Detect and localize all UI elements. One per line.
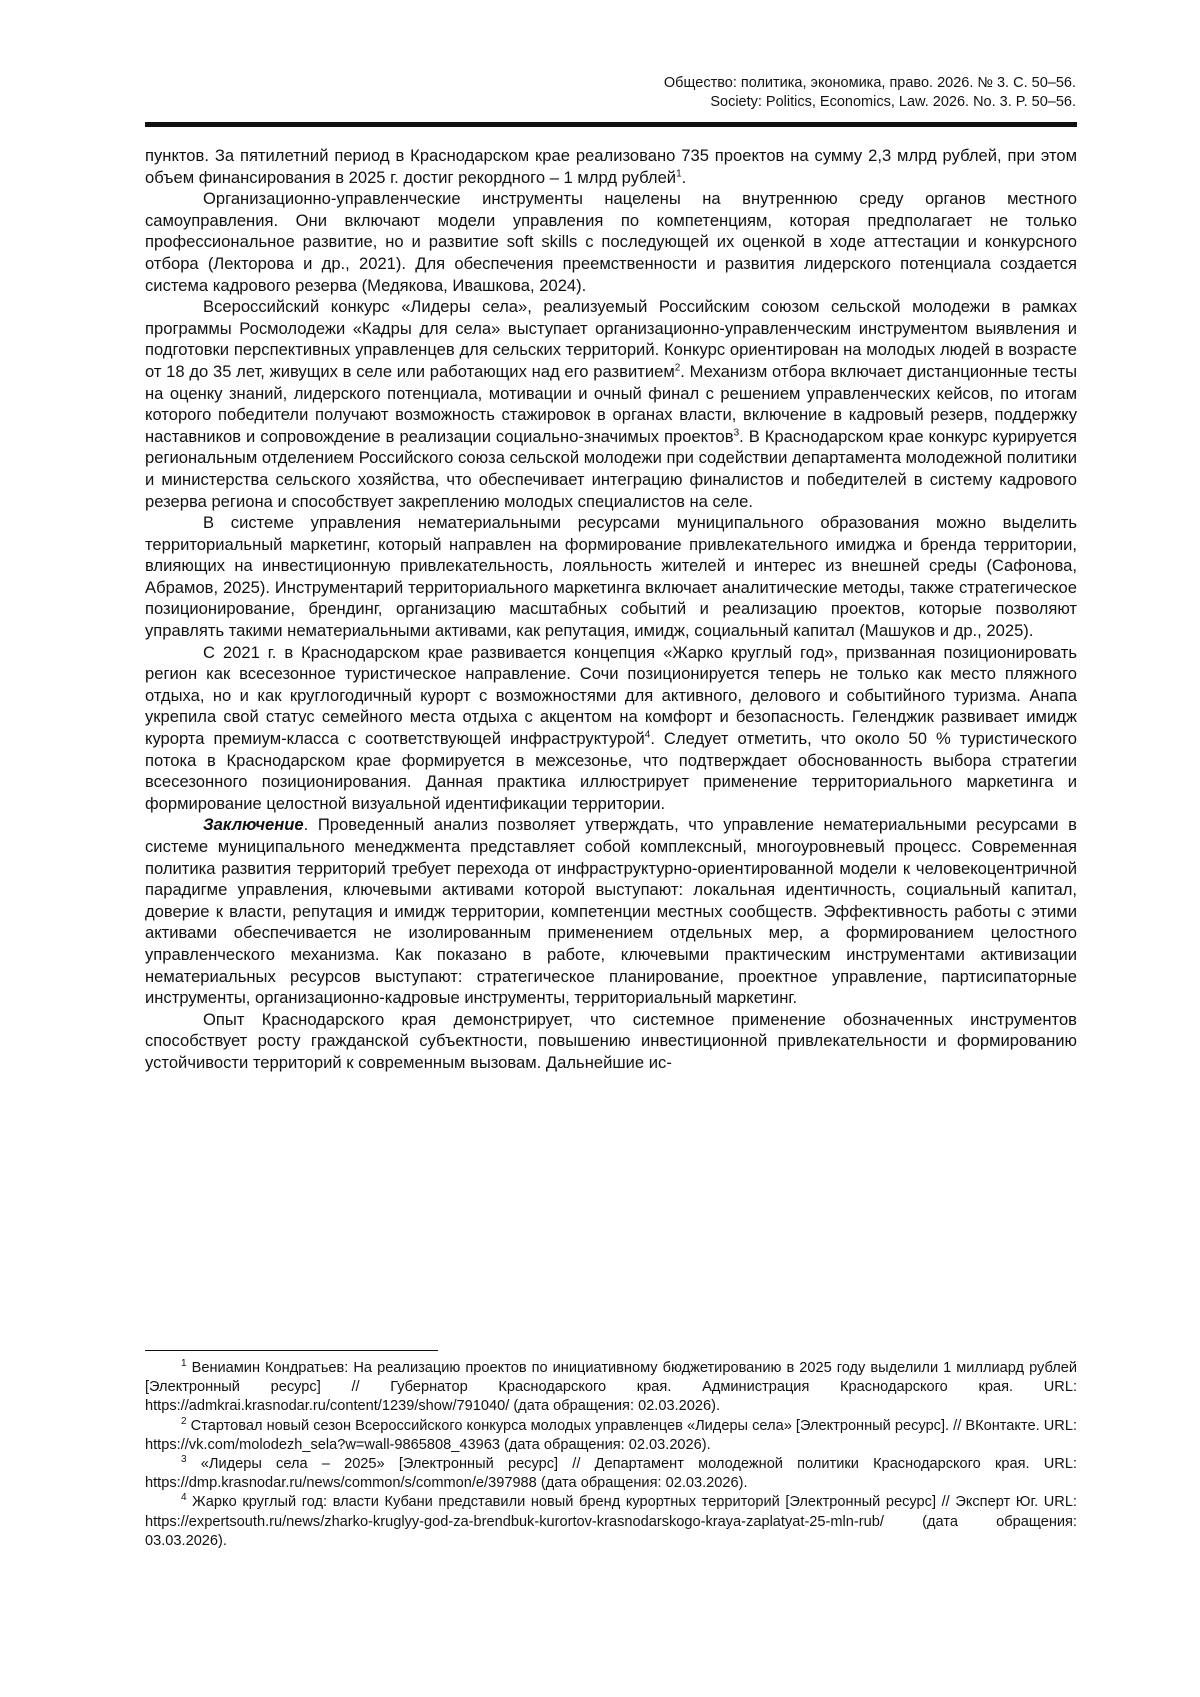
footnote-number: 3 xyxy=(181,1454,187,1466)
footnote-3: $^3$ «Лидеры села – 2025» [Электронный ресурс] // Департамент молодежной политики Краснодарского края. URL: https://dmp.krasnodar.ru/news/common/s/common/e/397988 (дата обращения: 02.03.2026). xyxy=(145,1454,1077,1492)
footnote-number: 4 xyxy=(181,1492,187,1504)
article-body xyxy=(145,145,1077,1074)
header-rule xyxy=(145,122,1077,127)
footnote-separator xyxy=(145,1350,438,1351)
paragraph-5: С 2021 г. в Краснодарском крае развивается концепция «Жарко круглый год», призванная позиционировать регион как всесезонное туристическое направление. Сочи позиционируется теперь не только как место пляжного отдыха, но и как круглогодичный курорт с возможностями для активного, делового и событийного туризма. Анапа укрепила свой статус семейного места отдыха с акцентом на комфорт и безопасность. Геленджик развивает имидж курорта премиум-класса с соответствующей инфраструктурой$^4$. Следует отметить, что около 50 % туристического потока в Краснодарском крае формируется в межсезонье, что подтверждает обоснованность выбора стратегии всесезонного позиционирования. Данная практика иллюстрирует применение территориального маркетинга и формирование целостной визуальной идентификации территории. xyxy=(145,642,1078,813)
footnote-1: $^1$ Вениамин Кондратьев: На реализацию проектов по инициативному бюджетированию в 2025 году выделили 1 миллиард рублей [Электронный ресурс] // Губернатор Краснодарского края. Администрация Краснодарского края. URL: https://admkrai.krasnodar.ru/content/1239/show/791040/ (дата обращения: 02.03.2026). xyxy=(145,1358,1077,1415)
journal-citation-en: Society: Politics, Economics, Law. 2026. No. 3. P. 50–56. xyxy=(710,94,1076,110)
paragraph-conclusion: Заключение. Проведенный анализ позволяет утверждать, что управление нематериальными ресурсами в системе муниципального менеджмента представляет собой комплексный, многоуровневый процесс. Современная политика развития территорий требует перехода от инфраструктурно-ориентированной модели к человекоцентричной парадигме управления, ключевыми активами которой выступают: локальная идентичность, социальный капитал, доверие к власти, репутация и имидж территории, компетенции местных сообществ. Эффективность работы с этими активами обеспечивается не изолированным применением отдельных мер, а формированием целостного управленческого механизма. Как показано в работе, ключевыми практическим инструментами активизации нематериальных ресурсов выступают: стратегическое планирование, проектное управление, партисипаторные инструменты, организационно-кадровые инструменты, территориальный маркетинг. xyxy=(145,815,1077,1008)
conclusion-heading: Заключение xyxy=(203,815,304,835)
paragraph-4: В системе управления нематериальными ресурсами муниципального образования можно выделить территориальный маркетинг, который направлен на формирование привлекательного имиджа и бренда территории, влияющих на инвестиционную привлекательность, лояльность жителей и интерес из внешней среды (Сафонова, Абрамов, 2025). Инструментарий территориального маркетинга включает аналитические методы, также стратегическое позиционирование, брендинг, организацию масштабных событий и реализацию проектов, которые позволяют управлять такими нематериальными активами, как репутация, имидж, социальный капитал (Машуков и др., 2025). xyxy=(145,513,1077,641)
footnote-4: $^4$ Жарко круглый год: власти Кубани представили новый бренд курортных территорий [Электронный ресурс] // Эксперт Юг. URL: https://expertsouth.ru/news/zharko-kruglyy-god-za-brendbuk-kurortov-krasnodarskogo-kraya-zaplatyat-25-mln-rub/ (дата обращения: 03.03.2026). xyxy=(145,1492,1077,1549)
paragraph-7: Опыт Краснодарского края демонстрирует, что системное применение обозначенных инструментов способствует росту гражданской субъектности, повышению инвестиционной привлекательности и формированию устойчивости территорий к современным вызовам. Дальнейшие ис- xyxy=(145,1009,1077,1072)
paragraph-1: пунктов. За пятилетний период в Краснодарском крае реализовано 735 проектов на сумму 2,3 млрд рублей, при этом объем финансирования в 2025 г. достиг рекордного – 1 млрд рублей$^1$. xyxy=(145,146,1077,187)
paragraph-3: Всероссийский конкурс «Лидеры села», реализуемый Российским союзом сельской молодежи в рамках программы Росмолодежи «Кадры для села» выступает организационно-управленческим инструментом выявления и подготовки перспективных управленцев для сельских территорий. Конкурс ориентирован на молодых людей в возрасте от 18 до 35 лет, живущих в селе или работающих над его развитием$^2$. Механизм отбора включает дистанционные тесты на оценку знаний, лидерского потенциала, мотивации и очный финал с решением управленческих кейсов, по итогам которого победители получают возможность стажировок в органах власти, включение в кадровый резерв, поддержку наставников и сопровождение в реализации социально-значимых проектов$^3$. В Краснодарском крае конкурс курируется региональным отделением Российского союза сельской молодежи при содействии департамента молодежной политики и министерства сельского хозяйства, что обеспечивает интеграцию финалистов и победителей в систему кадрового резерва региона и способствует закреплению молодых специалистов на селе. xyxy=(145,297,1077,511)
footnotes xyxy=(145,1359,1077,1551)
footnote-number: 1 xyxy=(181,1358,187,1370)
running-header xyxy=(664,74,1076,112)
journal-citation-ru: Общество: политика, экономика, право. 2026. № 3. С. 50–56. xyxy=(663,75,1076,91)
footnote-ref-4[interactable]: 4 xyxy=(644,729,651,741)
footnote-ref-1[interactable]: 1 xyxy=(676,168,682,180)
paragraph-2: Организационно-управленческие инструменты нацелены на внутреннюю среду органов местного самоуправления. Они включают модели управления по компетенциям, которая предполагает не только профессиональное развитие, но и развитие soft skills с последующей их оценкой в ходе аттестации и конкурсного отбора (Лекторова и др., 2021). Для обеспечения преемственности и развития лидерского потенциала создается система кадрового резерва (Медякова, Ивашкова, 2024). xyxy=(145,189,1077,295)
footnote-number: 2 xyxy=(181,1415,187,1427)
footnote-ref-3[interactable]: 3 xyxy=(733,427,740,439)
footnote-ref-2[interactable]: 2 xyxy=(674,362,681,374)
footnote-2: $^2$ Стартовал новый сезон Всероссийского конкурса молодых управленцев «Лидеры села» [Электронный ресурс]. // ВКонтакте. URL: https://vk.com/molodezh_sela?w=wall-9865808_43963 (дата обращения: 02.03.2026). xyxy=(145,1415,1077,1453)
